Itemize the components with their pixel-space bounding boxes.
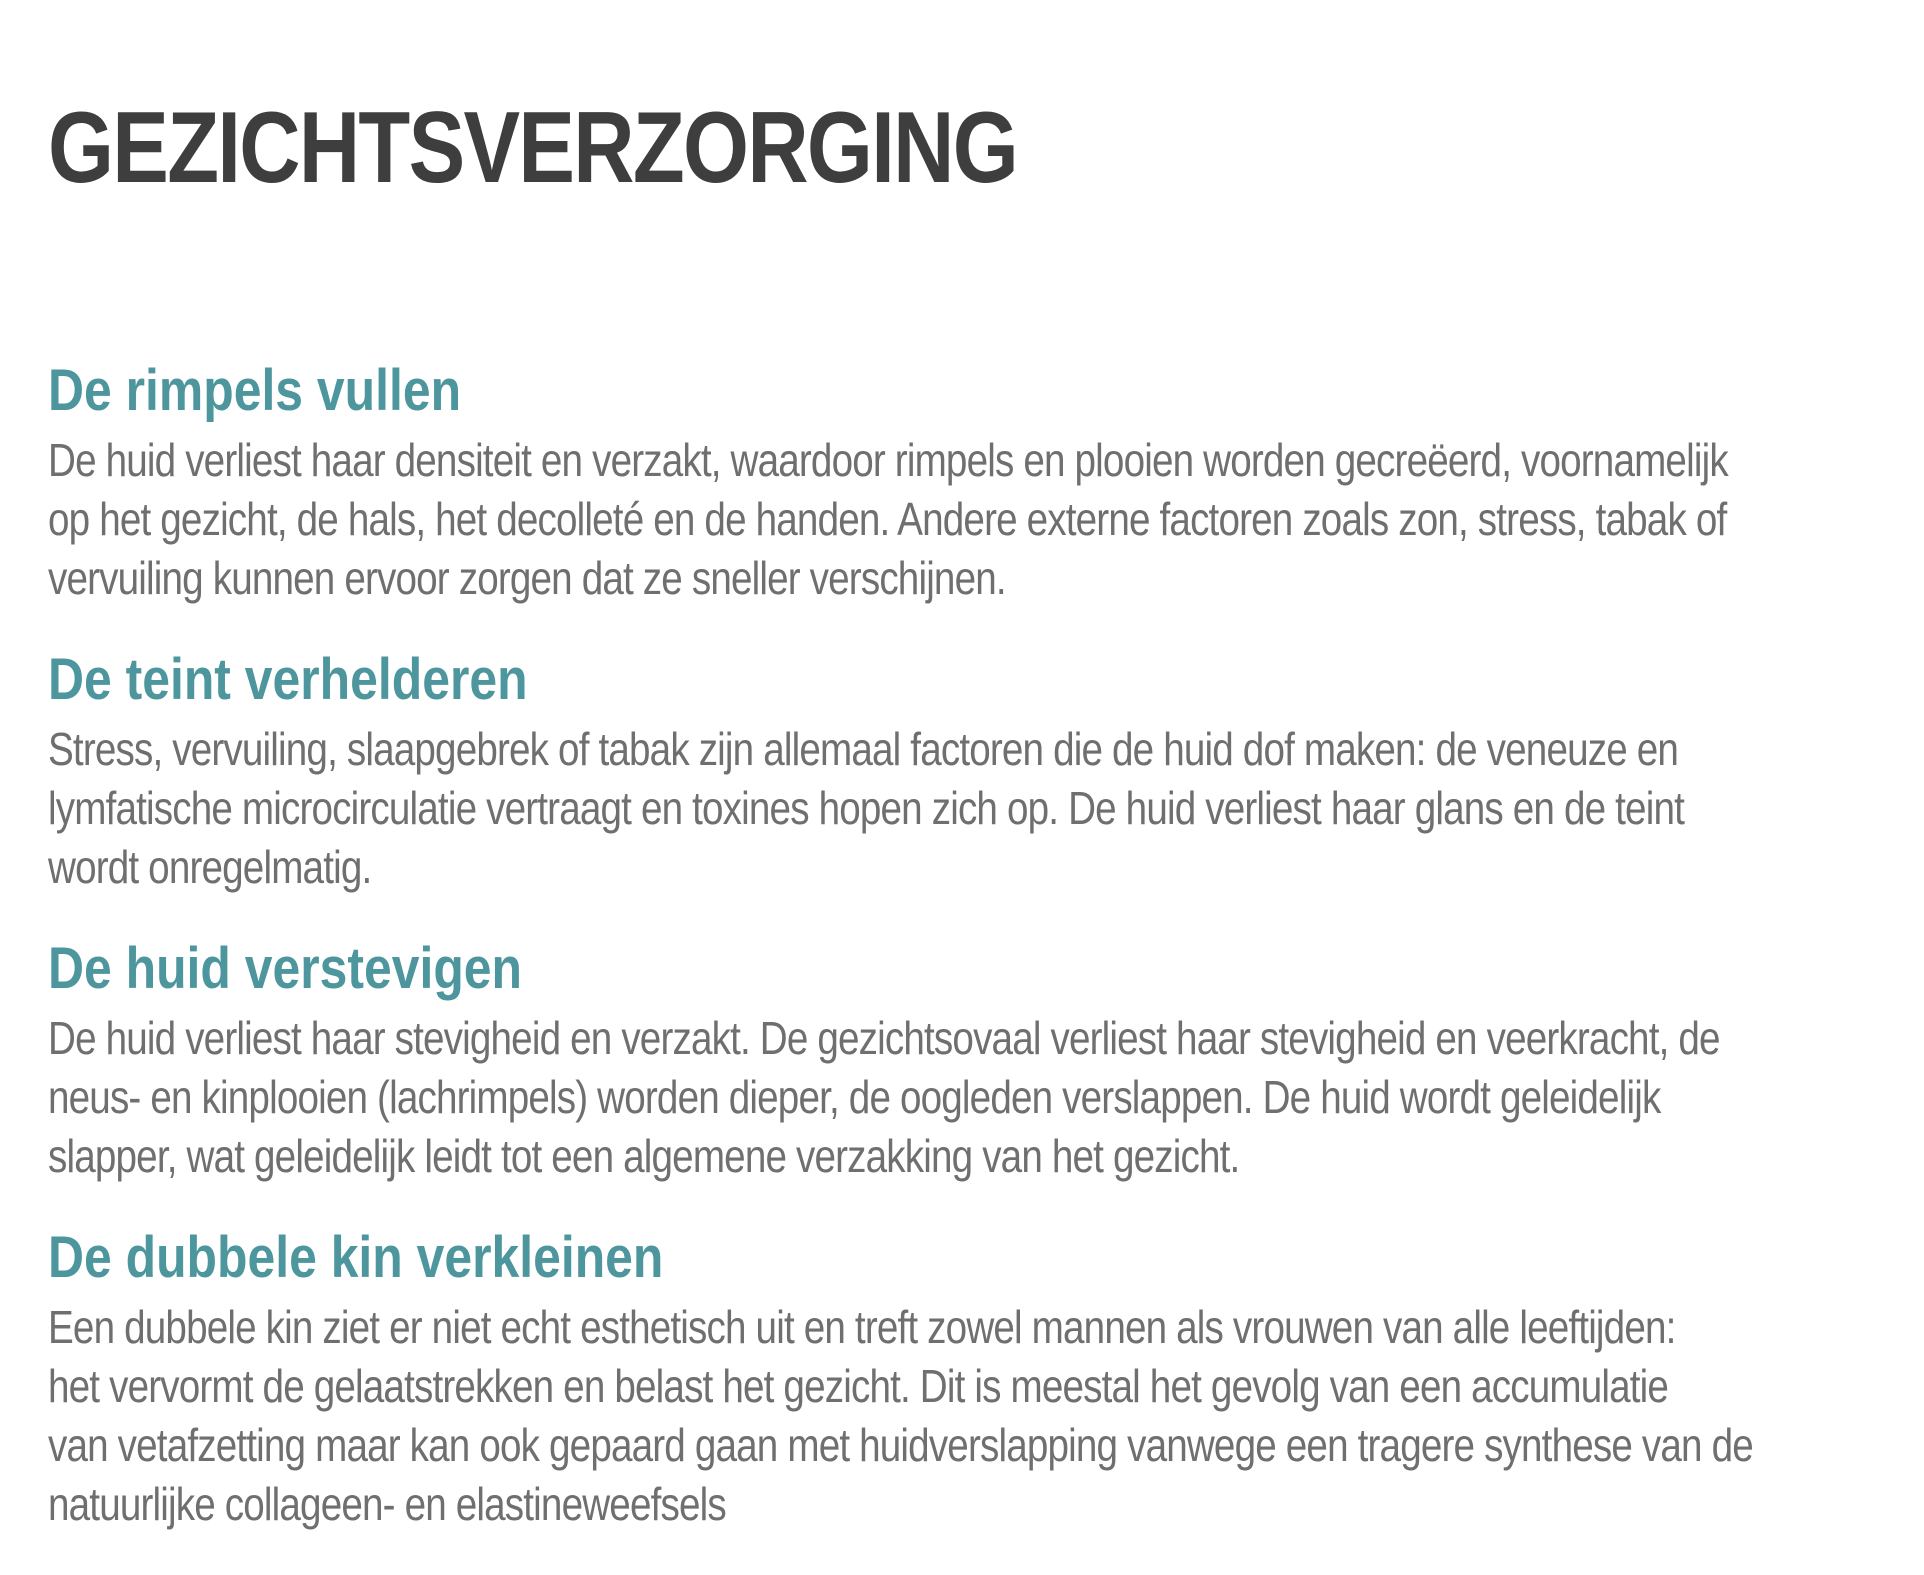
body-line: De huid verliest haar densiteit en verzakt, waardoor rimpels en plooien worden gecreëerd, voornamelijk xyxy=(48,434,1728,486)
body-line: slapper, wat geleidelijk leidt tot een algemene verzakking van het gezicht. xyxy=(48,1130,1240,1182)
body-line: het vervormt de gelaatstrekken en belast het gezicht. Dit is meestal het gevolg van een accumulatie xyxy=(48,1360,1669,1412)
section-wrinkles xyxy=(48,360,1868,608)
section-heading: De dubbele kin verkleinen xyxy=(48,1225,664,1290)
body-line: De huid verliest haar stevigheid en verzakt. De gezichtsovaal verliest haar stevigheid en veerkracht, de xyxy=(48,1012,1720,1064)
body-line: Een dubbele kin ziet er niet echt esthetisch uit en treft zowel mannen als vrouwen van alle leeftijden: xyxy=(48,1301,1676,1353)
body-line: vervuiling kunnen ervoor zorgen dat ze sneller verschijnen. xyxy=(48,552,1006,604)
section-list xyxy=(48,360,1868,1534)
section-double-chin xyxy=(48,1227,1868,1534)
page-title: GEZICHTSVERZORGING xyxy=(48,92,1018,204)
section-heading: De rimpels vullen xyxy=(48,358,462,423)
section-complexion xyxy=(48,649,1868,897)
body-line: wordt onregelmatig. xyxy=(48,841,372,893)
body-line: lymfatische microcirculatie vertraagt en toxines hopen zich op. De huid verliest haar glans en de teint xyxy=(48,782,1685,834)
body-line: op het gezicht, de hals, het decolleté en de handen. Andere externe factoren zoals zon, stress, tabak of xyxy=(48,493,1727,545)
body-line: natuurlijke collageen- en elastineweefsels xyxy=(48,1478,726,1530)
section-heading: De teint verhelderen xyxy=(48,647,528,712)
body-line: van vetafzetting maar kan ook gepaard gaan met huidverslapping vanwege een tragere synthese van de xyxy=(48,1419,1753,1471)
body-line: neus- en kinplooien (lachrimpels) worden dieper, de oogleden verslappen. De huid wordt geleidelijk xyxy=(48,1071,1661,1123)
body-line: Stress, vervuiling, slaapgebrek of tabak zijn allemaal factoren die de huid dof maken: de veneuze en xyxy=(48,723,1679,775)
section-body xyxy=(48,1009,1846,1186)
document-page xyxy=(48,92,1868,1575)
section-body xyxy=(48,720,1846,897)
section-heading: De huid verstevigen xyxy=(48,936,523,1001)
section-body xyxy=(48,431,1846,608)
section-body xyxy=(48,1298,1846,1534)
section-firming xyxy=(48,938,1868,1186)
